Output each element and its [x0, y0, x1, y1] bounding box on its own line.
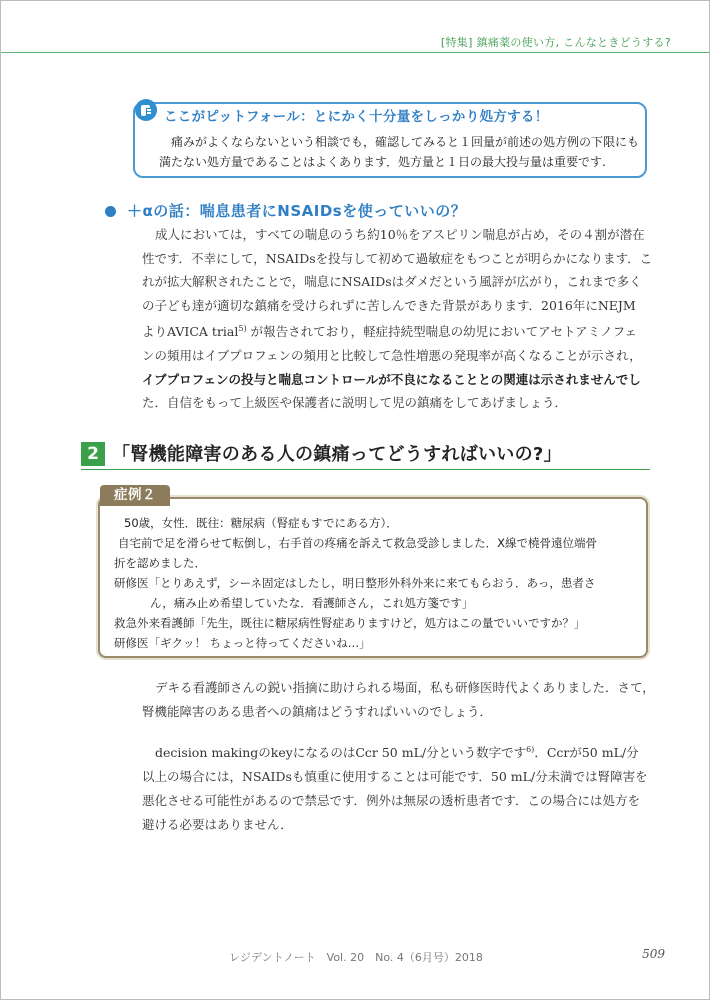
pitfall-line: 満たない処方量であることはよくあります．処方量と１日の最大投与量は重要です.: [159, 155, 606, 169]
case-body: [114, 513, 639, 653]
page-number: 509: [642, 947, 665, 961]
case-line: 救急外来看護師「先生，既往に糖尿病性腎症ありますけど，処方はこの量でいいですか？」: [114, 616, 586, 630]
reference-marker: 6): [526, 745, 535, 754]
body-line: [142, 738, 654, 765]
body-line: 腎機能障害のある患者への鎮痛はどうすればいいのでしょう．: [142, 704, 493, 719]
body-line: デキる看護師さんの鋭い指摘に助けられる場面，私も研修医時代よくありました．さて，: [155, 680, 655, 695]
header-title: 鎮痛薬の使い方, こんなときどうする?: [476, 36, 671, 49]
body-line: 避ける必要はありません．: [142, 817, 293, 833]
body-line: 成人においては，すべての喘息のうち約10％をアスピリン喘息が占め，その４割が潜在: [155, 227, 645, 242]
body-line: 悪化させる可能性があるので禁忌です．例外は無尿の透析患者です．この場合には処方を: [142, 793, 641, 809]
pitfall-line: 痛みがよくならないという相談でも，確認してみると１回量が前述の処方例の下限にも: [171, 135, 640, 149]
alpha-section-body: [142, 223, 654, 415]
body-line: た．自信をもって上級医や保護者に説明して児の鎮痛をしてあげましょう．: [142, 395, 568, 411]
body-line-emphasis: イブプロフェンの投与と喘息コントロールが不良になることとの関連は示されませんでし: [142, 371, 641, 387]
case-line: 研修医「とりあえず，シーネ固定はしたし，明日整形外科外来に来てもらおう．あっ，患者さ: [114, 576, 596, 590]
section-number-badge: 2: [81, 442, 105, 466]
paragraph: [142, 738, 654, 837]
bullet-icon: [105, 206, 116, 217]
body-line: 性です．不幸にして，NSAIDsを投与して初めて過敏症をもつことが明らかになります．こ: [142, 250, 653, 266]
text-run: ．Ccrが50 mL/分: [534, 745, 639, 761]
case-line: 研修医「ギクッ！ ちょっと待ってくださいね…」: [114, 636, 371, 650]
section-rule: [81, 469, 650, 470]
header-tag: [特集]: [440, 36, 473, 49]
case-line: 自宅前で足を滑らせて転倒し，右手首の疼痛を訴えて救急受診しました．X線で橈骨遠位端骨: [118, 536, 598, 550]
running-header: [441, 34, 671, 50]
text-run: が報告されており，軽症持続型喘息の幼児においてアセトアミノフェ: [250, 324, 637, 340]
pitfall-body: [159, 132, 639, 172]
pitfall-hand-icon: [135, 99, 157, 121]
text-run: よりAVICA trial: [142, 324, 239, 340]
case-line: ん，痛み止め希望していたな．看護師さん，これ処方箋です」: [150, 596, 474, 610]
body-line: の子ども達が適切な鎮痛を受けられずに苦しんできた背景があります．2016年にNEJM: [142, 297, 636, 313]
footer-journal: レジデントノート Vol. 20 No. 4（6月号）2018: [229, 951, 483, 964]
section-title: 「腎機能障害のある人の鎮痛ってどうすればいいの?」: [112, 444, 562, 465]
case-line: 50歳，女性．既往：糖尿病（腎症もすでにある方）．: [124, 516, 398, 530]
case-tab: 症例２: [100, 485, 170, 506]
body-line: ンの頻用はイブプロフェンの頻用と比較して急性増悪の発現率が高くなることが示され，: [142, 348, 642, 364]
body-line: れが拡大解釈されたことで，喘息にNSAIDsはダメだという風評が広がり，これまで多く: [142, 274, 642, 290]
text-run: decision makingのkeyになるのはCcr 50 mL/分という数字です: [155, 745, 527, 761]
reference-marker: 5): [238, 324, 247, 334]
pitfall-title: ここがピットフォール：とにかく十分量をしっかり処方する！: [164, 109, 549, 125]
case-line: 折を認めました．: [114, 556, 206, 570]
body-line: 以上の場合には，NSAIDsも慎重に使用することは可能です．50 mL/分未満では腎障害を: [142, 769, 648, 785]
body-line: [142, 317, 654, 344]
header-rule: [1, 52, 709, 53]
paragraph: [142, 676, 654, 724]
alpha-section-title: ＋αの話：喘息患者にNSAIDsを使っていいの？: [127, 202, 467, 220]
